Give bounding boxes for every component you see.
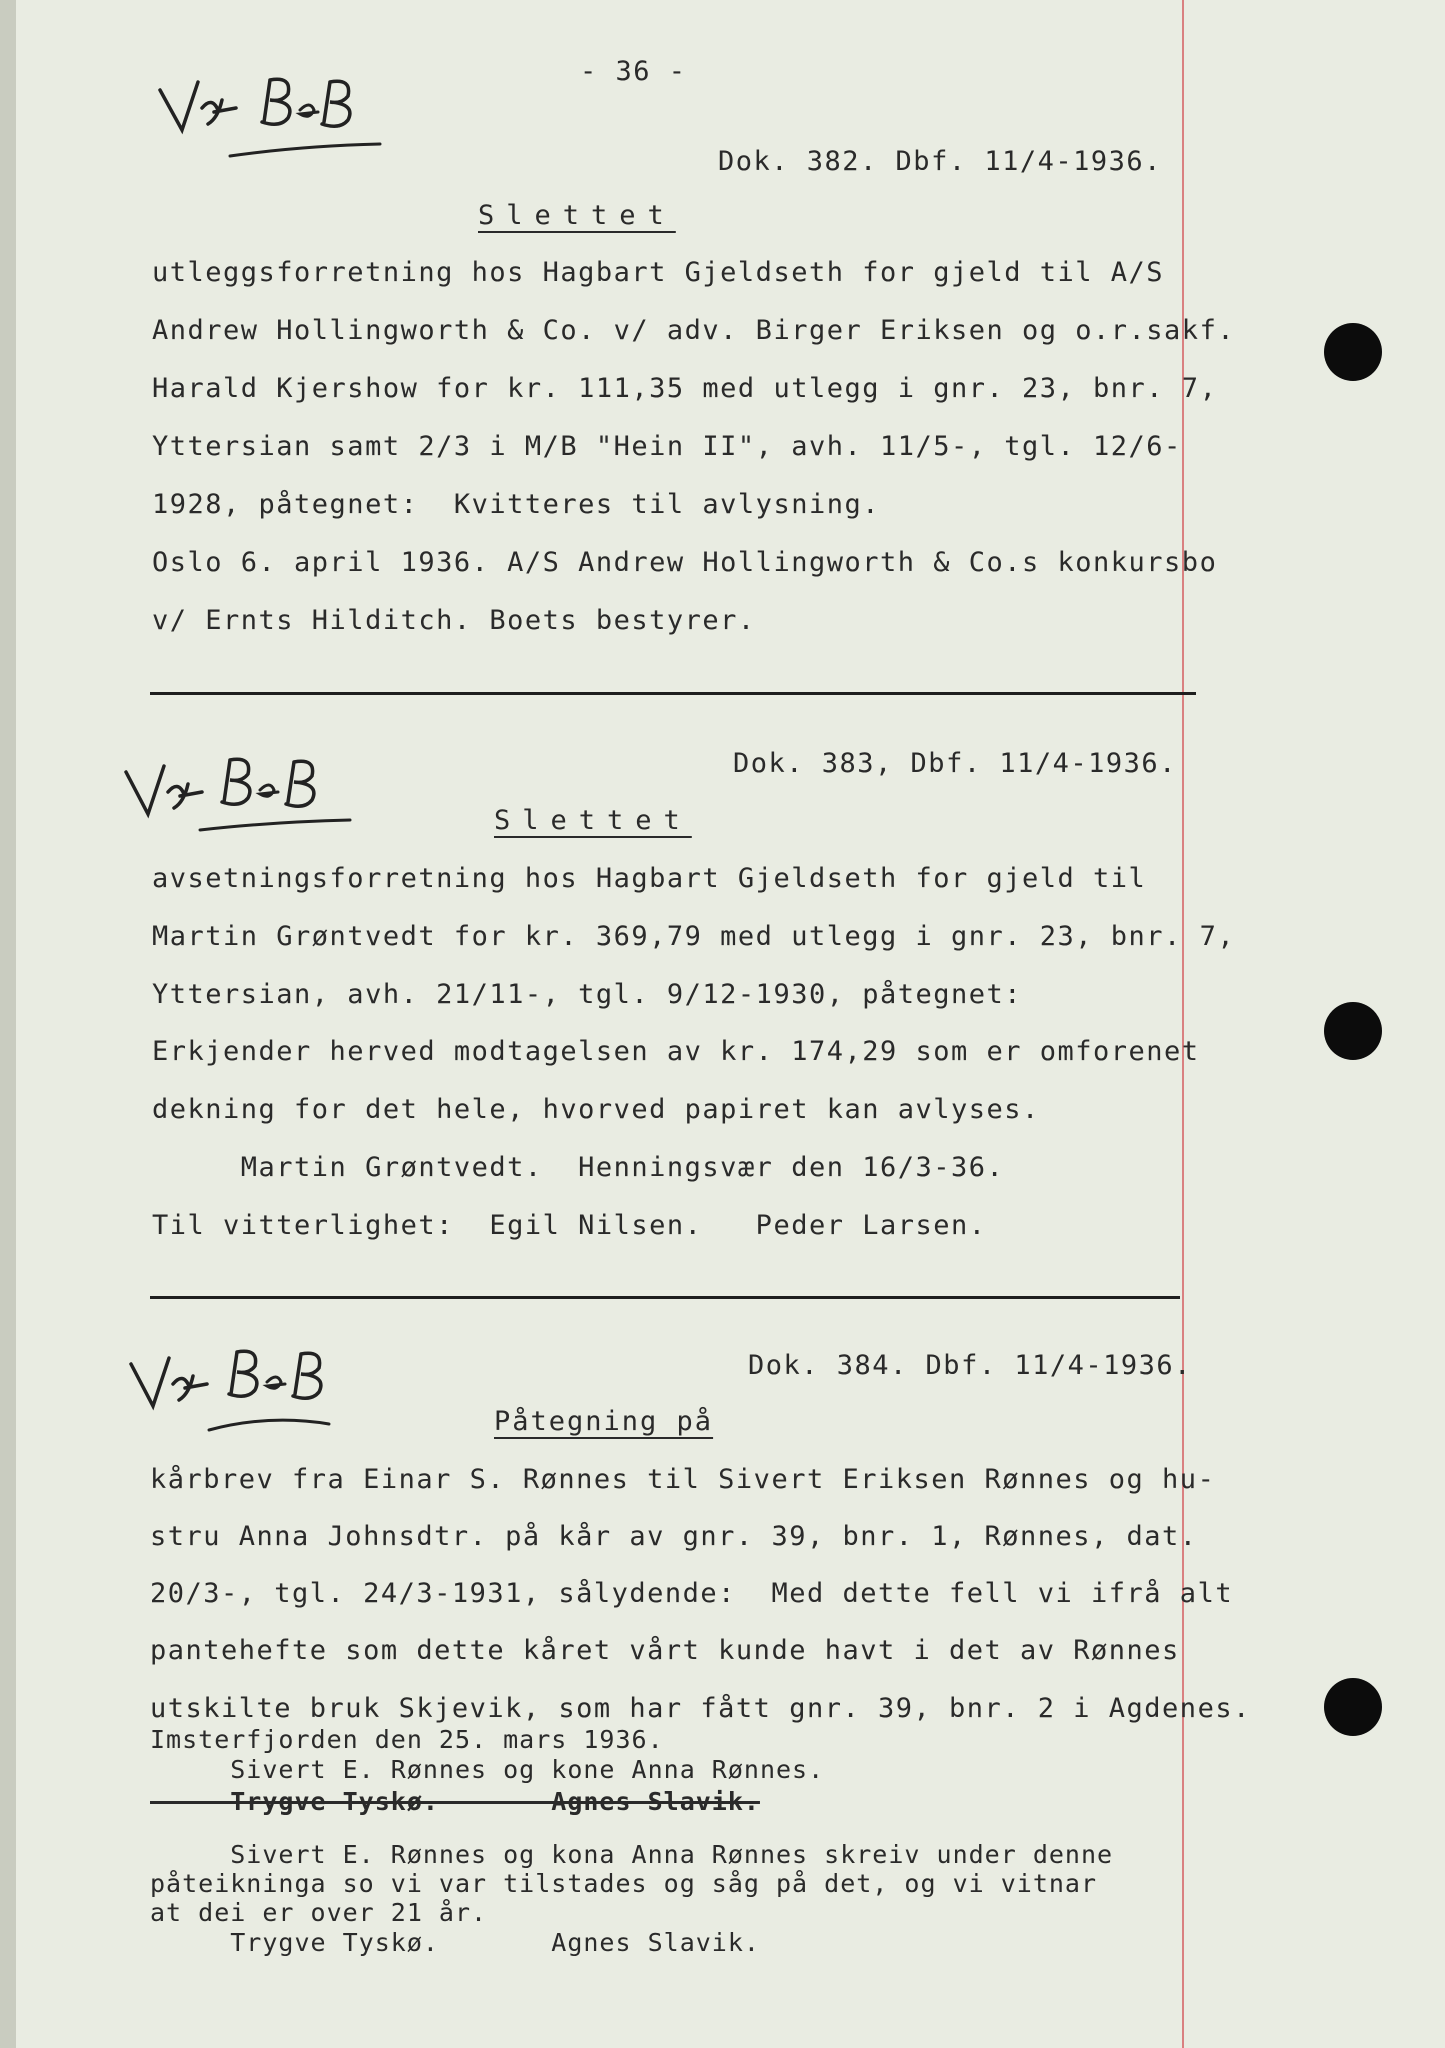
entry-heading: Påtegning på xyxy=(494,1406,714,1437)
page-number: - 36 - xyxy=(580,56,687,87)
text-line: Harald Kjershow for kr. 111,35 med utlegg i gnr. 23, bnr. 7, xyxy=(152,373,1218,404)
text-line: Sivert E. Rønnes og kone Anna Rønnes. xyxy=(150,1755,825,1784)
text-line: Martin Grøntvedt. Henningsvær den 16/3-36. xyxy=(152,1152,1005,1183)
entry-heading: Slettet xyxy=(478,200,676,231)
text-line: Oslo 6. april 1936. A/S Andrew Hollingworth & Co.s konkursbo xyxy=(152,547,1218,578)
document-reference: Dok. 382. Dbf. 11/4-1936. xyxy=(718,146,1162,177)
text-line: kårbrev fra Einar S. Rønnes til Sivert Eriksen Rønnes og hu- xyxy=(150,1464,1216,1495)
text-line: Imsterfjorden den 25. mars 1936. xyxy=(150,1725,664,1754)
marginal-note-signature xyxy=(120,742,380,842)
margin-line xyxy=(1182,0,1184,2048)
page-edge-shadow xyxy=(0,0,16,2048)
text-line: 1928, påtegnet: Kvitteres til avlysning. xyxy=(152,489,880,520)
section-divider xyxy=(150,1296,1180,1299)
text-line: v/ Ernts Hilditch. Boets bestyrer. xyxy=(152,605,756,636)
text-line: utskilte bruk Skjevik, som har fått gnr. 39, bnr. 2 i Agdenes. xyxy=(150,1693,1251,1724)
document-reference: Dok. 383, Dbf. 11/4-1936. xyxy=(733,748,1177,779)
text-line: stru Anna Johnsdtr. på kår av gnr. 39, bnr. 1, Rønnes, dat. xyxy=(150,1521,1198,1552)
text-line: utleggsforretning hos Hagbart Gjeldseth for gjeld til A/S xyxy=(152,257,1165,288)
entry-heading: Slettet xyxy=(494,805,692,836)
text-line: Erkjender herved modtagelsen av kr. 174,29 som er omforenet xyxy=(152,1036,1200,1067)
punch-hole xyxy=(1324,1002,1382,1060)
text-line: Andrew Hollingworth & Co. v/ adv. Birger Eriksen og o.r.sakf. xyxy=(152,315,1236,346)
document-reference: Dok. 384. Dbf. 11/4-1936. xyxy=(748,1350,1192,1381)
section-divider xyxy=(150,692,1196,695)
text-line: dekning for det hele, hvorved papiret kan avlyses. xyxy=(152,1094,1040,1125)
text-line: påteikninga so vi var tilstades og såg på det, og vi vitnar xyxy=(150,1869,1098,1898)
text-line: Til vitterlighet: Egil Nilsen. Peder Larsen. xyxy=(152,1210,987,1241)
punch-hole xyxy=(1324,323,1382,381)
marginal-note-signature xyxy=(150,60,410,170)
text-line: 20/3-, tgl. 24/3-1931, sålydende: Med dette fell vi ifrå alt xyxy=(150,1578,1234,1609)
text-line: Martin Grøntvedt for kr. 369,79 med utlegg i gnr. 23, bnr. 7, xyxy=(152,921,1236,952)
text-line: Yttersian, avh. 21/11-, tgl. 9/12-1930, påtegnet: xyxy=(152,979,1023,1010)
text-line: pantehefte som dette kåret vårt kunde havt i det av Rønnes xyxy=(150,1635,1180,1666)
struck-through-line: Trygve Tyskø. Agnes Slavik. xyxy=(150,1787,760,1816)
text-line: avsetningsforretning hos Hagbart Gjeldseth for gjeld til xyxy=(152,863,1147,894)
text-line: Sivert E. Rønnes og kona Anna Rønnes skreiv under denne xyxy=(150,1840,1114,1869)
marginal-note-signature xyxy=(125,1330,385,1440)
text-line: Yttersian samt 2/3 i M/B "Hein II", avh. 11/5-, tgl. 12/6- xyxy=(152,431,1182,462)
punch-hole xyxy=(1324,1678,1382,1736)
text-line: at dei er over 21 år. xyxy=(150,1898,488,1927)
text-line: Trygve Tyskø. Agnes Slavik. xyxy=(150,1928,760,1957)
